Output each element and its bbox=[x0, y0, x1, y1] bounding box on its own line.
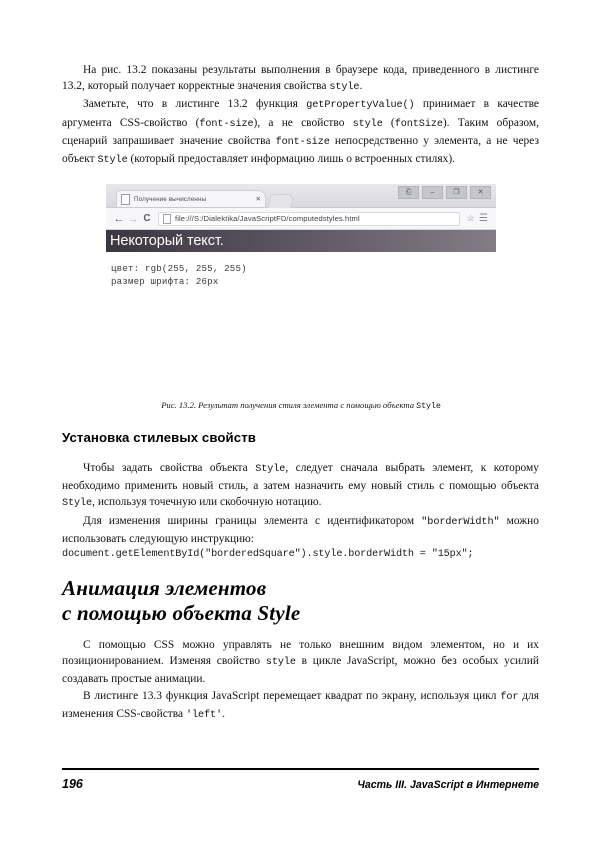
paragraph-3-text-a: Чтобы задать свойства объекта bbox=[83, 462, 256, 474]
paragraph-6-text-b: для изменения CSS-свойства bbox=[62, 689, 539, 720]
paragraph-6 bbox=[62, 688, 539, 724]
paragraph-1-text-b: . bbox=[359, 80, 363, 93]
animation-section-body bbox=[62, 637, 539, 724]
paragraph-2-text-b: принимает в качестве аргумента CSS-свойство ( bbox=[62, 98, 539, 129]
rendered-page-output bbox=[106, 252, 496, 288]
script-heading-line-2: с помощью объекта Style bbox=[62, 601, 301, 625]
paragraph-4-text-b: можно использовать следующую инструкцию: bbox=[62, 514, 539, 545]
address-bar[interactable] bbox=[158, 212, 460, 226]
paragraph-2 bbox=[62, 96, 539, 169]
running-head: Часть III. JavaScript в Интернете bbox=[357, 779, 539, 791]
address-bar-url: file:///S:/Dialektika/JavaScriptFD/computedstyles.html bbox=[175, 214, 360, 223]
browser-titlebar bbox=[106, 184, 496, 208]
inline-code-style: style bbox=[329, 82, 360, 94]
minimize-window-icon[interactable]: – bbox=[422, 186, 443, 199]
paragraph-1-text-a: На рис. 13.2 показаны результаты выполнения в браузере кода, приведенного в листинге 13.2, который получает корректные значения свойства bbox=[62, 64, 539, 93]
script-heading-line-1: Анимация элементов bbox=[62, 576, 267, 600]
inline-code-style-4: Style bbox=[62, 498, 93, 510]
script-heading-block bbox=[62, 576, 539, 626]
restore-window-icon[interactable]: ⎗ bbox=[398, 186, 419, 199]
footer-divider bbox=[62, 768, 539, 770]
paragraph-2-text-f: непосредственно у элемента, а не через объект bbox=[62, 134, 539, 166]
document-icon bbox=[163, 214, 171, 224]
bookmark-star-icon[interactable]: ☆ bbox=[466, 213, 475, 223]
tab-close-icon[interactable]: ✕ bbox=[255, 196, 261, 203]
inline-code-style-5: style bbox=[265, 657, 296, 669]
inline-code-style-object: Style bbox=[97, 155, 128, 167]
section-style-setting-body bbox=[62, 460, 539, 547]
inline-code-left: 'left' bbox=[185, 709, 223, 721]
paragraph-5-text-b: в цикле JavaScript, можно без особых усилий создавать простые анимации. bbox=[62, 655, 539, 686]
paragraph-3-text-b: , следует сначала выбрать элемент, к которому необходимо применить новый стиль, а затем назначить ему новый стиль с помощью объекта bbox=[62, 462, 539, 493]
paragraph-2-text-c: ), а не свойство bbox=[253, 116, 353, 129]
new-tab-button[interactable] bbox=[267, 194, 294, 208]
inline-code-fontsize: fontSize bbox=[394, 118, 443, 130]
paragraph-4-text-a: Для изменения ширины границы элемента с идентификатором bbox=[83, 514, 422, 527]
window-controls bbox=[398, 186, 491, 199]
section-style-setting bbox=[62, 430, 539, 445]
browser-tab[interactable] bbox=[116, 190, 266, 207]
page-footer bbox=[62, 777, 539, 791]
rendered-page-heading-text: Некоторый текст. bbox=[110, 233, 224, 249]
inline-code-font-size-1: font-size bbox=[199, 118, 254, 130]
output-line-fontsize: размер шрифта: 26px bbox=[111, 276, 219, 287]
forward-arrow-icon[interactable]: → bbox=[127, 212, 139, 225]
figure-caption bbox=[106, 400, 496, 411]
paragraph-2-text-d: ( bbox=[382, 116, 395, 129]
paragraph-4 bbox=[62, 513, 539, 547]
section-heading: Установка стилевых свойств bbox=[62, 430, 256, 445]
inline-code-style-3: Style bbox=[255, 464, 286, 475]
figure-caption-text: Рис. 13.2. Результат получения стиля элемента с помощью объекта bbox=[161, 400, 417, 410]
paragraph-3 bbox=[62, 460, 539, 513]
rendered-page-heading-bar bbox=[106, 230, 496, 252]
page-favicon-icon bbox=[121, 194, 130, 205]
output-line-color: цвет: rgb(255, 255, 255) bbox=[111, 263, 247, 274]
reload-icon[interactable]: C bbox=[143, 213, 151, 224]
paragraph-2-text-a: Заметьте, что в листинге 13.2 функция bbox=[83, 98, 307, 111]
code-statement-borderwidth: document.getElementById("borderedSquare").style.borderWidth = "15px"; bbox=[62, 549, 474, 560]
inline-code-getpropertyvalue: getPropertyValue() bbox=[306, 100, 415, 112]
hamburger-menu-icon[interactable]: ☰ bbox=[479, 213, 488, 224]
inline-code-style-2: style bbox=[352, 118, 383, 130]
paragraph-3-text-c: , используя точечную или скобочную нотацию. bbox=[92, 496, 322, 509]
browser-toolbar bbox=[106, 208, 496, 230]
inline-code-font-size-2: font-size bbox=[275, 136, 330, 148]
paragraph-6-text-c: . bbox=[222, 707, 225, 720]
paragraph-2-text-g: (который предоставляет информацию лишь о встроенных стилях). bbox=[127, 153, 456, 166]
figure-13-2 bbox=[106, 184, 496, 411]
paragraph-5-text-a: С помощью CSS можно управлять не только внешним видом элементом, но и их позиционированием. Изменяя свойство bbox=[62, 639, 539, 668]
paragraph-1 bbox=[62, 62, 539, 96]
paragraph-5 bbox=[62, 637, 539, 688]
paragraph-2-text-e: ). Таким образом, сценарий запрашивает значение свойства bbox=[62, 116, 539, 147]
paragraph-6-text-a: В листинге 13.3 функция JavaScript перемещает квадрат по экрану, используя цикл bbox=[83, 689, 501, 702]
inline-code-borderwidth-id: "borderWidth" bbox=[421, 516, 500, 528]
browser-window bbox=[106, 184, 496, 396]
inline-code-for: for bbox=[500, 691, 519, 703]
back-arrow-icon[interactable]: ← bbox=[113, 212, 125, 225]
figure-caption-code: Style bbox=[416, 401, 441, 411]
page-number: 196 bbox=[62, 777, 83, 791]
intro-paragraph-block bbox=[62, 62, 539, 169]
browser-viewport bbox=[106, 230, 496, 397]
code-block-wrap bbox=[62, 549, 539, 560]
maximize-window-icon[interactable]: ❐ bbox=[446, 186, 467, 199]
browser-tab-title: Получение вычисленны bbox=[134, 195, 207, 203]
close-window-icon[interactable]: ✕ bbox=[470, 186, 491, 199]
